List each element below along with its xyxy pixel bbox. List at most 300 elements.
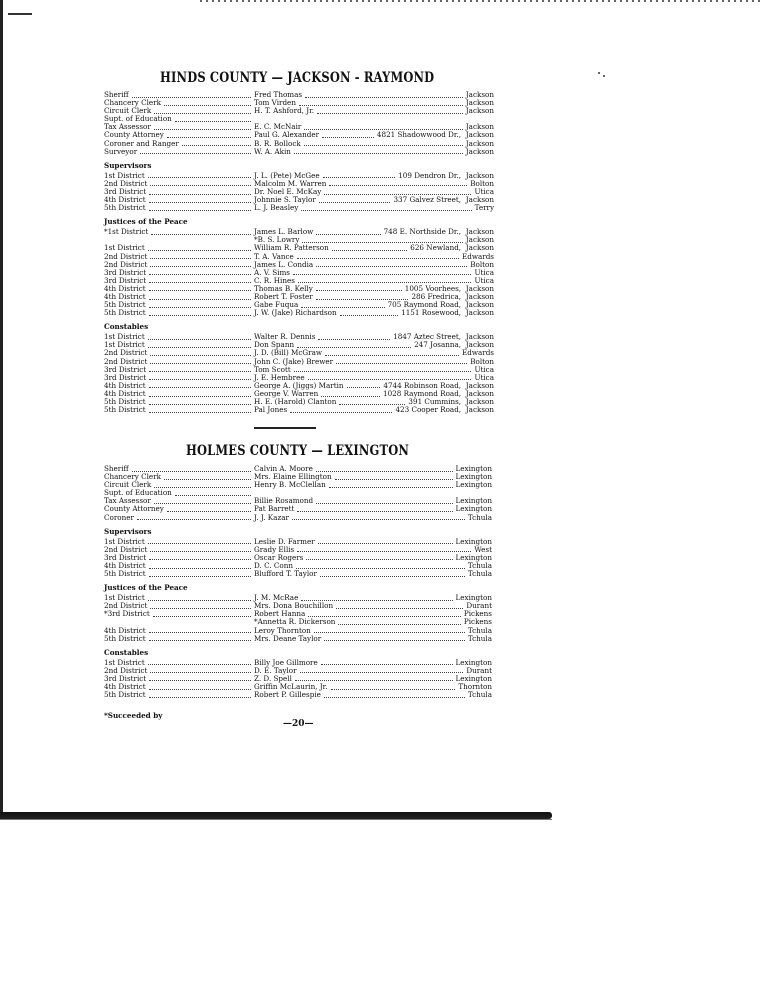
official-name: James L. Condia [254,259,314,269]
official-name: Don Spann [254,340,295,350]
office-label: 5th District [104,203,146,213]
official-name: Pat Barrett [254,504,295,514]
dot-leader [149,680,251,681]
official-name: Mrs. Elaine Ellington [254,472,332,482]
official-town: Lexington [455,552,492,562]
official-name: Billie Rosamond [254,496,314,506]
scan-top-mark [8,13,32,15]
dot-leader [305,97,463,98]
dot-leader [167,137,251,138]
directory-row [104,148,494,156]
official-town: Terry [474,203,494,213]
official-address: 1028 Raymond Road, [383,388,462,398]
hinds-county-directory [104,91,494,414]
office-label: 2nd District [104,259,148,269]
official-address: 4744 Robinson Road, [383,380,462,390]
office-label: Chancery Clerk [104,472,161,482]
dot-leader [325,355,459,356]
official-town: Tchula [467,560,492,570]
official-name: E. C. McNair [254,122,302,132]
scan-bottom-bar-shadow [0,819,552,820]
dot-leader [316,290,402,291]
office-label: County Attorney [104,504,164,514]
office-label: 2nd District [104,665,148,675]
dot-leader [316,503,452,504]
dot-leader [316,471,453,472]
dot-leader [294,371,472,372]
dot-leader [149,632,251,633]
official-address: 626 Newland, [410,243,462,253]
dot-leader [336,608,463,609]
office-label: 5th District [104,633,146,643]
office-label: Coroner [104,512,134,522]
dot-leader [150,185,251,186]
dot-leader [150,258,251,259]
office-label: 1st District [104,340,145,350]
official-name: Grady Ellis [254,544,295,554]
official-name: Blufford T. Taylor [254,569,317,579]
dot-leader [320,576,465,577]
office-label: Tax Assessor [104,122,151,132]
office-label: Circuit Clerk [104,480,152,490]
official-name: Billy Joe Gillmore [254,657,318,667]
directory-row [104,538,492,546]
scan-speck [598,72,600,74]
office-label: 3rd District [104,364,147,374]
office-label: 2nd District [104,251,148,261]
official-name: B. R. Bollock [254,138,301,148]
directory-row [104,358,494,366]
official-name: Leroy Thornton [254,625,311,635]
official-name: Pal Jones [254,405,288,415]
dot-leader [150,266,251,267]
official-address: 4821 Shadowwood Dr., [376,130,462,140]
subheading-supervisors: Supervisors [104,160,152,170]
dot-leader [149,315,251,316]
dot-leader [154,129,251,130]
holmes-county-title: HOLMES COUNTY — LEXINGTON [186,443,410,459]
office-label: 2nd District [104,601,148,611]
official-town: Edwards [461,348,494,358]
official-town: Jackson [465,106,494,116]
dot-leader [329,185,467,186]
dot-leader [323,177,396,178]
official-name: T. A. Vance [254,251,294,261]
dot-leader [149,640,251,641]
office-label: 4th District [104,681,146,691]
official-name: J. W. (Jake) Richardson [254,308,337,318]
official-town: Thornton [458,681,492,691]
directory-row [104,196,494,204]
office-label: 5th District [104,569,146,579]
dot-leader [316,234,380,235]
official-town: Lexington [455,480,492,490]
subheading-constables: Constables [104,322,149,332]
official-name: Griffin McLaurin, Jr. [254,681,328,691]
official-name: A. V. Sims [254,267,290,277]
directory-row [104,659,492,667]
hinds-county-title: HINDS COUNTY — JACKSON - RAYMOND [160,70,435,86]
directory-row [104,667,492,675]
official-town: Bolton [470,178,494,188]
directory-row [104,269,494,277]
office-label: 1st District [104,170,145,180]
office-label: 3rd District [104,552,147,562]
official-name: H. T. Ashford, Jr. [254,106,315,116]
dot-leader [290,412,392,413]
official-town: Jackson [465,332,494,342]
dot-leader [299,105,463,106]
office-label: 3rd District [104,267,147,277]
dot-leader [324,640,465,641]
subheading-justices: Justices of the Peace [104,583,188,593]
official-town: Jackson [465,405,494,415]
official-name: J. M. McRae [254,593,299,603]
dot-leader [347,387,381,388]
dot-leader [175,495,251,496]
office-label: Circuit Clerk [104,106,152,116]
holmes-county-directory [104,465,492,699]
dot-leader [316,266,467,267]
dot-leader [149,202,251,203]
official-name: Robert P. Gillespie [254,690,321,700]
dot-leader [149,210,251,211]
official-name: Robert T. Foster [254,291,313,301]
official-town: Lexington [455,472,492,482]
official-town: West [474,544,492,554]
directory-row [104,228,494,236]
office-label: 4th District [104,380,146,390]
dot-leader [137,519,251,520]
official-town: Durant [466,601,492,611]
dot-leader [149,697,251,698]
official-town: Jackson [465,130,494,140]
directory-row [104,140,494,148]
office-label: 2nd District [104,356,148,366]
dot-leader [149,404,251,405]
official-name: George A. (Jiggs) Martin [254,380,344,390]
office-label: 4th District [104,560,146,570]
dot-leader [149,371,251,372]
dot-leader [150,363,251,364]
official-town: Jackson [465,243,494,253]
official-town: Durant [466,665,492,675]
official-name: Robert Hanna [254,609,306,619]
office-label: 5th District [104,405,146,415]
official-town: Jackson [465,380,494,390]
dot-leader [322,137,374,138]
official-name: Oscar Rogers [254,552,304,562]
dot-leader [154,503,251,504]
dot-leader [300,672,464,673]
official-name: *B. S. Lowry [254,235,300,245]
official-name: George V. Warren [254,388,319,398]
dot-leader [164,105,251,106]
official-name: Mrs. Deane Taylor [254,633,322,643]
office-label: 2nd District [104,348,148,358]
dot-leader [297,551,471,552]
dot-leader [301,210,471,211]
official-town: Utica [474,267,494,277]
official-town: Utica [474,275,494,285]
dot-leader [149,412,251,413]
dot-leader [294,153,463,154]
dot-leader [140,153,251,154]
dot-leader [148,177,251,178]
official-name: James L. Barlow [254,227,314,237]
dot-leader [340,315,399,316]
office-label: 3rd District [104,372,147,382]
footnote: *Succeeded by [104,711,163,720]
dot-leader [297,258,459,259]
office-label: Supt. of Education [104,114,172,124]
office-label: County Attorney [104,130,164,140]
dot-leader [335,479,453,480]
office-label: Sheriff [104,90,129,99]
official-town: Lexington [455,536,492,546]
dot-leader [293,274,471,275]
dot-leader [164,479,251,480]
directory-row [104,505,492,513]
official-town: Jackson [465,397,494,406]
office-label: 4th District [104,195,146,205]
official-address: 705 Raymond Road, [387,300,462,310]
directory-row [104,91,494,99]
dot-leader [148,543,251,544]
section-divider [254,427,316,429]
subheading-justices: Justices of the Peace [104,217,188,227]
office-label: 2nd District [104,178,148,188]
office-label: Sheriff [104,464,129,473]
official-address: 1847 Aztec Street, [393,332,462,342]
official-name: Johnnie S. Taylor [254,195,316,205]
official-town: Pickens [463,617,492,627]
dot-leader [149,274,251,275]
official-address: 286 Fredrica, [411,291,462,301]
official-town: Tchula [467,569,492,579]
subheading-constables: Constables [104,647,149,657]
dot-leader [149,559,251,560]
official-name: Tom Virden [254,98,296,108]
dot-leader [182,145,251,146]
office-label: 2nd District [104,544,148,554]
official-name: Z. D. Spell [254,673,292,683]
official-name: J. L. (Pete) McGee [254,170,320,180]
official-town: Jackson [465,340,494,350]
official-address: 1151 Rosewood, [401,308,462,318]
official-address: 247 Josanna, [414,340,462,350]
dot-leader [149,299,251,300]
official-town: Bolton [470,259,494,269]
official-town: Jackson [465,98,494,108]
dot-leader [304,145,463,146]
office-label: *1st District [104,227,149,237]
dot-leader [167,511,251,512]
directory-row [104,691,492,699]
official-name: Tom Scott [254,364,291,374]
official-name: Paul G. Alexander [254,130,320,140]
official-name: Leslie D. Farmer [254,536,315,546]
dot-leader [149,379,251,380]
official-town: Jackson [465,138,494,148]
official-town: Utica [474,364,494,374]
official-name: John C. (Jake) Brewer [254,356,334,366]
dot-leader [150,355,251,356]
official-town: Jackson [465,235,494,245]
office-label: 1st District [104,332,145,342]
official-town: Bolton [470,356,494,366]
dot-leader [336,363,467,364]
office-label: 5th District [104,690,146,700]
dot-leader [324,697,465,698]
dot-leader [149,689,251,690]
dot-leader [148,664,251,665]
dot-leader [338,624,461,625]
dot-leader [318,543,453,544]
office-label: Coroner and Ranger [104,138,179,148]
official-town: Jackson [465,291,494,301]
official-town: Jackson [465,388,494,398]
dot-leader [153,616,251,617]
official-name: Henry B. McClellan [254,480,326,490]
official-town: Edwards [461,251,494,261]
official-town: Utica [474,186,494,196]
official-town: Tchula [467,512,492,522]
dot-leader [149,194,251,195]
office-label: 1st District [104,536,145,546]
page-number: —20— [283,719,314,729]
office-label: 1st District [104,243,145,253]
dot-leader [149,282,251,283]
dot-leader [149,396,251,397]
official-town: Jackson [465,170,494,180]
official-name: William R. Patterson [254,243,329,253]
office-label: 1st District [104,593,145,603]
dot-leader [149,290,251,291]
scan-speck [603,75,605,77]
official-name: Dr. Noel E. McKay [254,186,322,196]
official-town: Tchula [467,625,492,635]
official-town: Lexington [455,657,492,667]
dot-leader [149,307,251,308]
office-label: 4th District [104,283,146,293]
official-name: J. D. (Bill) McGraw [254,348,323,358]
directory-row [104,309,494,317]
official-town: Jackson [465,283,494,293]
dot-leader [149,576,251,577]
official-address: 391 Cummins, [408,397,462,406]
official-town: Tchula [467,690,492,700]
official-town: Jackson [465,90,494,99]
official-address: 109 Dendron Dr., [398,170,462,180]
official-address: 748 E. Northside Dr., [383,227,462,237]
official-address: 1005 Voorhees, [404,283,462,293]
official-town: Utica [474,372,494,382]
official-address: 337 Galvez Street, [393,195,462,205]
official-name: C. R. Hines [254,275,295,285]
dot-leader [148,347,251,348]
office-label: Supt. of Education [104,488,172,498]
official-town: Lexington [455,496,492,506]
official-town: Lexington [455,673,492,683]
official-name: J. E. Hembree [254,372,305,382]
scan-top-dots [200,0,763,2]
official-town: Lexington [455,593,492,603]
dot-leader [329,487,453,488]
dot-leader [151,234,251,235]
office-label: *3rd District [104,609,150,619]
directory-row [104,204,494,212]
dot-leader [292,519,465,520]
directory-row [104,570,492,578]
office-label: 3rd District [104,186,147,196]
dot-leader [150,672,251,673]
dot-leader [297,511,452,512]
official-town: Jackson [465,146,494,156]
scan-bottom-bar [0,812,552,819]
directory-row [104,635,492,643]
dot-leader [148,339,251,340]
dot-leader [318,339,390,340]
scan-left-edge [0,0,3,818]
official-name: Mrs. Dona Bouchillon [254,601,334,611]
official-town: Jackson [465,227,494,237]
official-town: Pickens [463,609,492,619]
dot-leader [331,689,456,690]
office-label: 4th District [104,388,146,398]
official-name: Walter R. Dennis [254,332,316,342]
official-town: Jackson [465,195,494,205]
official-name: Malcolm M. Warren [254,178,327,188]
directory-row [104,554,492,562]
official-town: Jackson [465,308,494,318]
office-label: Tax Assessor [104,496,151,506]
office-label: 5th District [104,308,146,318]
official-address: 423 Cooper Road, [395,405,462,415]
office-label: Chancery Clerk [104,98,161,108]
dot-leader [321,664,453,665]
dot-leader [149,387,251,388]
dot-leader [319,202,391,203]
official-name: Gabe Fuqua [254,300,299,310]
dot-leader [150,608,251,609]
office-label: 3rd District [104,673,147,683]
official-name: W. A. Akin [254,146,291,156]
subheading-supervisors: Supervisors [104,526,152,536]
official-name: *Annetta R. Dickerson [254,617,336,627]
dot-leader [149,568,251,569]
official-town: Jackson [465,300,494,310]
official-town: Tchula [467,633,492,643]
dot-leader [332,250,408,251]
office-label: 1st District [104,657,145,667]
official-name: H. E. (Harold) Clanton [254,397,337,406]
office-label: 5th District [104,397,146,406]
office-label: 5th District [104,300,146,310]
dot-leader [306,559,452,560]
dot-leader [150,551,251,552]
official-name: Thomas B. Kelly [254,283,313,293]
dot-leader [296,568,465,569]
office-label: 4th District [104,291,146,301]
dot-leader [148,600,251,601]
official-name: D. E. Taylor [254,665,297,675]
directory-row [104,244,494,252]
directory-row [104,261,494,269]
dot-leader [314,632,465,633]
office-label: Surveyor [104,146,138,156]
official-town: Lexington [455,464,492,473]
